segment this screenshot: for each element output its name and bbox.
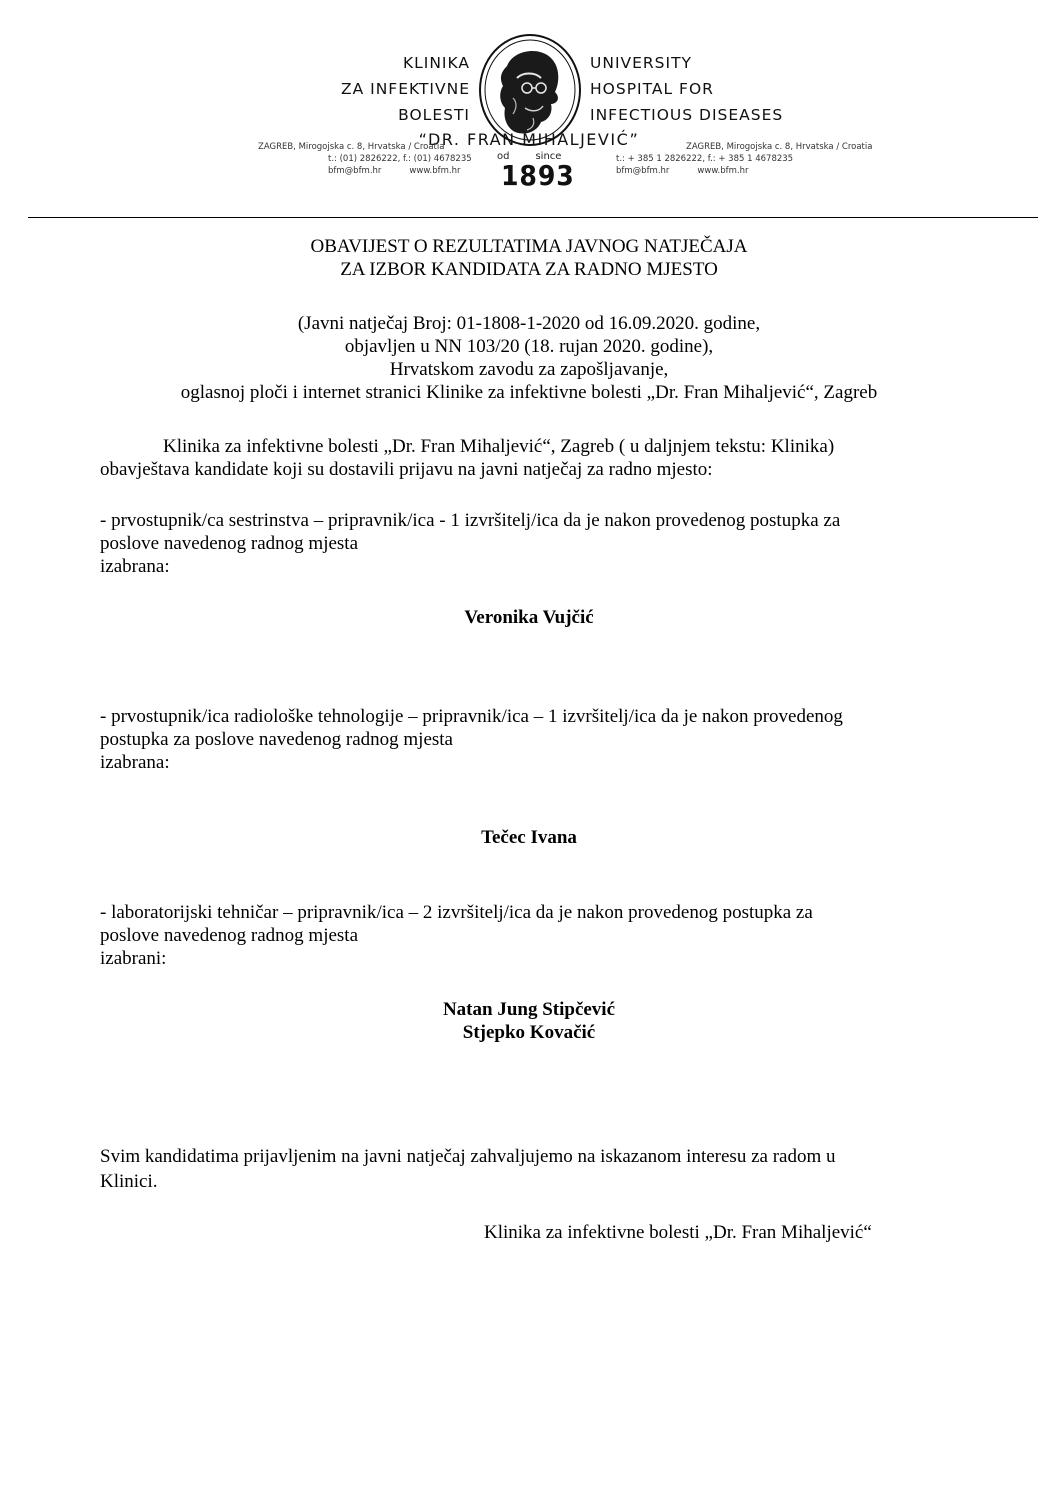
position-1-line-3: izabrana: xyxy=(100,556,170,577)
reference-line-1: (Javni natječaj Broj: 01-1808-1-2020 od 16.09.2020. godine, xyxy=(297,313,761,334)
letterhead-contact-left xyxy=(258,141,472,177)
contact-email: bfm@bfm.hr xyxy=(616,166,670,176)
closing-line-1: Svim kandidatima prijavljenim na javni natječaj zahvaljujemo na iskazanom interesu za radom u xyxy=(100,1146,836,1167)
founded-since: since xyxy=(535,151,562,162)
notice-title-line-2: ZA IZBOR KANDIDATA ZA RADNO MJESTO xyxy=(340,259,718,280)
notice-title-line-1: OBAVIJEST O REZULTATIMA JAVNOG NATJEČAJA xyxy=(310,236,748,257)
position-2-line-2: postupka za poslove navedenog radnog mjesta xyxy=(100,729,453,750)
contact-web: www.bfm.hr xyxy=(409,166,461,176)
position-1-line-1: - prvostupnik/ca sestrinstva – pripravnik/ica - 1 izvršitelj/ica da je nakon provedenog postupka za xyxy=(100,510,841,531)
contact-phone: t.: + 385 1 2826222, f.: + 385 1 4678235 xyxy=(616,154,794,164)
founded-year: 1893 xyxy=(501,159,575,192)
letterhead-left-line: ZA INFEKTIVNE xyxy=(340,80,470,98)
contact-email: bfm@bfm.hr xyxy=(328,166,382,176)
founded-od: od xyxy=(497,151,510,162)
selected-candidate-name: Natan Jung Stipčević xyxy=(442,999,616,1020)
contact-address: ZAGREB, Mirogojska c. 8, Hrvatska / Croatia xyxy=(258,142,445,152)
intro-line-1: Klinika za infektivne bolesti „Dr. Fran Mihaljević“, Zagreb ( u daljnjem tekstu: Klinika) xyxy=(163,436,835,457)
contact-phone: t.: (01) 2826222, f.: (01) 4678235 xyxy=(328,154,472,164)
position-3-line-1: - laboratorijski tehničar – pripravnik/ica – 2 izvršitelj/ica da je nakon provedenog postupka za xyxy=(100,902,813,923)
letterhead-right-line: HOSPITAL FOR xyxy=(590,80,714,98)
letterhead-left-line: KLINIKA xyxy=(402,54,470,72)
position-3-line-2: poslove navedenog radnog mjesta xyxy=(100,925,359,946)
closing-line-2: Klinici. xyxy=(100,1171,158,1192)
letterhead-croatian-name xyxy=(341,50,470,128)
reference-line-3: Hrvatskom zavodu za zapošljavanje, xyxy=(389,359,669,380)
selected-candidate-name: Stjepko Kovačić xyxy=(462,1022,596,1043)
letterhead-left-line: BOLESTI xyxy=(398,106,470,124)
position-2-line-3: izabrana: xyxy=(100,752,170,773)
reference-line-2: objavljen u NN 103/20 (18. rujan 2020. godine), xyxy=(344,336,714,357)
position-3-line-3: izabrani: xyxy=(100,948,167,969)
signature-line: Klinika za infektivne bolesti „Dr. Fran Mihaljević“ xyxy=(484,1222,872,1243)
contact-address: ZAGREB, Mirogojska c. 8, Hrvatska / Croatia xyxy=(686,142,873,152)
intro-line-2: obavještava kandidate koji su dostavili prijavu na javni natječaj za radno mjesto: xyxy=(100,459,713,480)
position-2-line-1: - prvostupnik/ica radiološke tehnologije – pripravnik/ica – 1 izvršitelj/ica da je nakon provedenog xyxy=(100,706,843,727)
reference-line-4: oglasnoj ploči i internet stranici Klinike za infektivne bolesti „Dr. Fran Mihaljević“, Zagreb xyxy=(180,382,878,403)
position-1-line-2: poslove navedenog radnog mjesta xyxy=(100,533,359,554)
letterhead-english-name xyxy=(590,50,783,128)
letterhead-right-line: INFECTIOUS DISEASES xyxy=(590,106,784,124)
letterhead-contact-right xyxy=(616,141,872,177)
contact-web: www.bfm.hr xyxy=(697,166,749,176)
selected-candidate-name: Veronika Vujčić xyxy=(464,607,594,628)
selected-candidate-name: Tečec Ivana xyxy=(481,827,577,848)
letterhead-hospital-name: “DR. FRAN MIHALJEVIĆ” xyxy=(418,130,640,149)
header-divider xyxy=(28,217,1038,218)
letterhead-right-line: UNIVERSITY xyxy=(590,54,693,72)
